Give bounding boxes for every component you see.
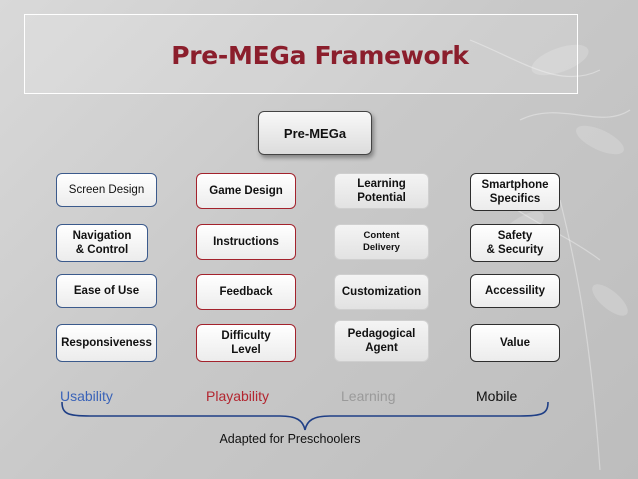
node-instructions: Instructions [196, 224, 296, 260]
category-playability: Playability [206, 388, 270, 404]
grouping-brace [60, 398, 550, 434]
node-smartphone-specifics: Smartphone Specifics [470, 173, 560, 211]
node-content-delivery: Content Delivery [334, 224, 429, 260]
category-learning: Learning [341, 388, 396, 404]
node-navigation-control: Navigation & Control [56, 224, 148, 262]
node-customization: Customization [334, 274, 429, 310]
node-responsiveness: Responsiveness [56, 324, 157, 362]
category-mobile: Mobile [476, 388, 518, 404]
node-value: Value [470, 324, 560, 362]
node-game-design: Game Design [196, 173, 296, 209]
category-usability: Usability [60, 388, 113, 404]
node-feedback: Feedback [196, 274, 296, 310]
node-difficulty-level: Difficulty Level [196, 324, 296, 362]
node-safety-security: Safety & Security [470, 224, 560, 262]
node-pedagogical-agent: Pedagogical Agent [334, 320, 429, 362]
root-node: Pre-MEGa [258, 111, 372, 155]
node-learning-potential: Learning Potential [334, 173, 429, 209]
page-title: Pre-MEGa Framework [171, 41, 469, 70]
adapted-note: Adapted for Preschoolers [219, 432, 361, 446]
node-ease-of-use: Ease of Use [56, 274, 157, 308]
node-screen-design: Screen Design [56, 173, 157, 207]
node-accessility: Accessility [470, 274, 560, 308]
